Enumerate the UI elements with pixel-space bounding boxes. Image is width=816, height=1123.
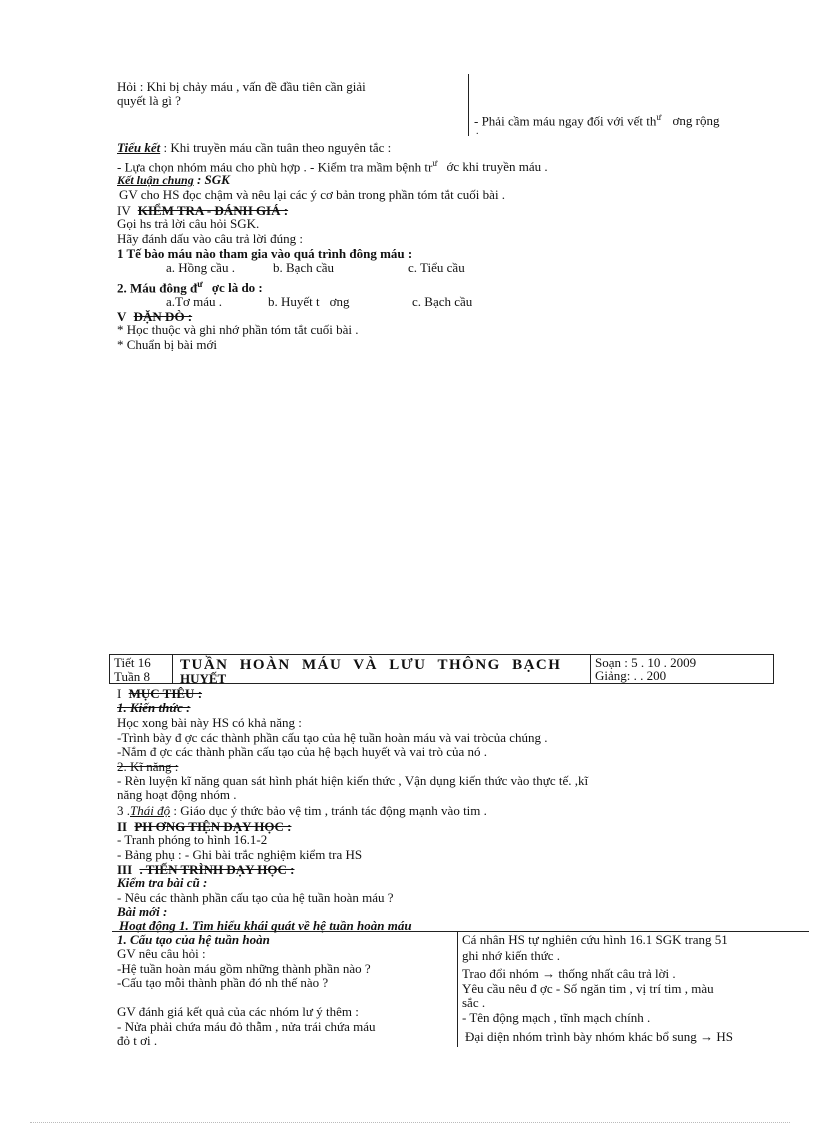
q2-option-b: b. Huyết t ơng [268,294,350,309]
right-col-line-6: - Tên động mạch , tĩnh mạch chính . [462,1010,651,1025]
dan-do-line-1: * Học thuộc và ghi nhớ phần tóm tắt cuối bài . [117,322,359,337]
kt-line-3: -Nắm đ ợc các thành phần cấu tạo của hệ bạch huyết và vai trò của nó . [117,744,487,759]
left-col-heading: 1. Cấu tạo của hệ tuần hoàn [117,932,270,947]
question-line-2: quyết là gì ? [117,93,181,108]
kn-line-1: - Rèn luyện kĩ năng quan sát hình phát hiện kiến thức , Vận dụng kiến thức vào thực tế. ,kĩ [117,773,589,788]
section-1-heading: I MỤC TIÊU : [117,686,203,701]
tieu-ket-line: - Lựa chọn nhóm máu cho phù hợp . - Kiểm tra mầm bệnh $tr^ư$ ớc khi truyền máu . [117,158,548,175]
arrow-right-icon: → [700,1029,714,1044]
kt-line-2: -Trình bày đ ợc các thành phần cấu tạo của hệ tuần hoàn máu và vai tròcủa chúng . [117,730,548,745]
ki-nang-heading: 2. Kĩ năng : [117,759,179,774]
left-col-line-4: GV đánh giá kết quả của các nhóm lư ý thêm : [117,1004,359,1019]
q2-option-c: c. Bạch cầu [412,294,473,309]
ask-line-2: Hãy đánh dấu vào câu trả lời đúng : [117,231,303,246]
thai-do: 3 .Thái độ : Giáo dục ý thức bảo vệ tim , tránh tác động mạnh vào tim . [117,803,487,818]
question-1: 1 Tế bào máu nào tham gia vào quá trình đông máu : [117,246,413,261]
activity-table-divider [457,931,458,1047]
lesson-number: Tiết 16 [114,655,151,670]
ket-luan-chung: Kết luận chung : SGK [117,172,230,187]
column-divider [468,74,469,136]
q1-option-c: c. Tiểu cầu [408,260,465,275]
prep-date: Soạn : 5 . 10 . 2009 [595,655,697,670]
lesson-title: TUẦN HOÀN MÁU VÀ LƯU THÔNG BẠCH [180,657,562,673]
kien-thuc-heading: 1. Kiến thức : [117,700,191,715]
hoat-dong-1: Hoạt động 1. Tìm hiểu khái quát về hệ tuần hoàn máu [119,918,412,933]
kn-line-2: năng hoạt động nhóm . [117,787,237,802]
gv-read-line: GV cho HS đọc chậm và nêu lại các ý cơ bản trong phần tóm tắt cuối bài . [119,187,506,202]
right-col-line-4: Yêu cầu nêu đ ợc - Số ngăn tim , vị trí tim , màu [462,981,714,996]
answer-line: - Phải cầm máu ngay đối với vết $th^ư$ ơng rộng [474,112,720,129]
left-col-line-3: -Cấu tạo mỗi thành phần đó nh thế nào ? [117,975,329,990]
lesson-title-2: HUYẾT [180,671,227,686]
left-col-line-5: - Nửa phải chứa máu đỏ thẫm , nửa trái chứa máu [117,1019,376,1034]
dan-do-line-2: * Chuẩn bị bài mới [117,337,218,352]
section-5-heading: V DẶN DÒ : [117,309,193,324]
right-col-line-3: Trao đổi nhóm → thống nhất câu trả lời . [462,966,676,981]
section-2-heading: II PH ƠNG TIỆN DẠY HỌC : [117,819,292,834]
ask-line-1: Gọi hs trả lời câu hỏi SGK. [117,216,260,231]
right-col-line-2: ghi nhớ kiến thức . [462,948,561,963]
left-col-line-6: đỏ t ơi . [117,1033,158,1048]
q1-option-b: b. Bạch cầu [273,260,335,275]
header-divider-2 [590,654,591,683]
right-col-line-1: Cá nhân HS tự nghiên cứu hình 16.1 SGK trang 51 [462,932,728,947]
week-number: Tuần 8 [114,669,151,684]
kt-line-1: Học xong bài này HS có khả năng : [117,715,302,730]
question-line-1: Hỏi : Khi bị chảy máu , vấn đề đầu tiên cần giải [117,79,366,94]
q1-option-a: a. Hồng cầu . [166,260,235,275]
ptdh-line-2: - Bảng phụ : - Ghi bài trắc nghiệm kiểm tra HS [117,847,363,862]
answer-dot: . [476,126,479,137]
bai-moi-heading: Bài mới : [117,904,168,919]
header-divider-1 [172,654,173,683]
kiem-tra-heading: Kiểm tra bài cũ : [117,875,208,890]
left-col-line-1: GV nêu câu hỏi : [117,946,206,961]
arrow-right-icon: → [542,966,556,981]
section-3-heading: III . TIẾN TRÌNH DẠY HỌC : [117,862,295,877]
left-col-line-2: -Hệ tuần hoàn máu gồm những thành phần nào ? [117,961,371,976]
section-4-heading: IV KIỂM TRA - ĐÁNH GIÁ : [117,203,289,218]
right-col-line-5: sắc . [462,995,486,1010]
teach-date: Giảng: . . 200 [595,668,667,683]
tieu-ket: Tiểu kết : Khi truyền máu cần tuân theo nguyên tắc : [117,140,392,155]
q2-option-a: a.Tơ máu . [166,294,222,309]
question-2: 2. Máu đông $đ^ư$ ợc là do : [117,279,263,296]
right-col-line-7: Đại diện nhóm trình bày nhóm khác bổ sung → HS [465,1029,733,1044]
kiem-tra-question: - Nêu các thành phần cấu tạo của hệ tuần hoàn máu ? [117,890,394,905]
ptdh-line-1: - Tranh phóng to hình 16.1-2 [117,832,268,847]
